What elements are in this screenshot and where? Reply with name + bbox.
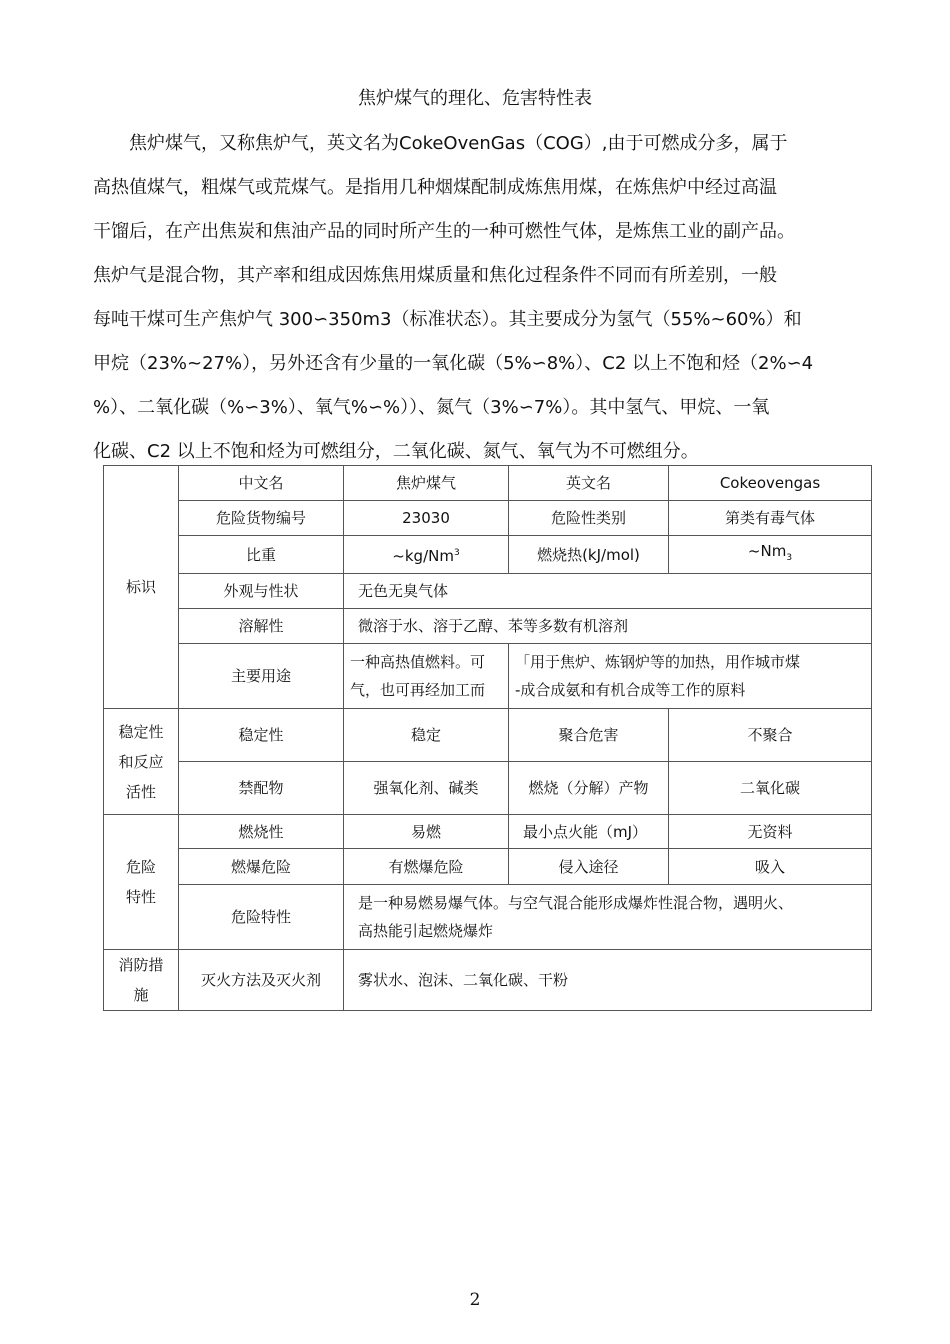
density-value: [344, 536, 509, 574]
table-row: [104, 466, 872, 501]
flammability-value: 易燃: [344, 815, 509, 849]
table-row: [104, 644, 872, 709]
fire-method-value: 雾状水、泡沫、二氧化碳、干粉: [344, 950, 872, 1011]
category-line: 危险: [125, 858, 156, 876]
intro-line: %）、二氧化碳（%∽3%）、氧气%∽%））、氮气（3%∽7%）。其中氢气、甲烷、一氧: [93, 397, 770, 418]
heat-subscript: 3: [786, 553, 793, 563]
density-text: ~kg/Nm: [392, 547, 454, 565]
appearance-value: 无色无臭气体: [344, 574, 872, 609]
en-name-value: Cokeovengas: [669, 466, 872, 501]
page-number: 2: [469, 1290, 481, 1310]
solubility-label: 溶解性: [179, 609, 344, 644]
category-line: 稳定性: [118, 722, 164, 741]
intro-paragraph: [93, 122, 883, 474]
use-label: 主要用途: [179, 644, 344, 709]
hazard-label: 危险特性: [179, 885, 344, 950]
hazard-line: 高热能引起燃烧爆炸: [358, 922, 494, 940]
category-identification: 标识: [104, 466, 179, 709]
route-label: 侵入途径: [509, 849, 669, 885]
use-value-part-b: [509, 644, 872, 709]
intro-line: 高热值煤气，粗煤气或荒煤气。是指用几种烟煤配制成炼焦用煤，在炼焦炉中经过高温: [93, 177, 777, 198]
category-stability: [104, 709, 179, 815]
flammability-label: 燃烧性: [179, 815, 344, 849]
table-row: [104, 815, 872, 849]
polymer-label: 聚合危害: [509, 709, 669, 762]
category-line: 消防措: [118, 956, 164, 974]
table-row: [104, 536, 872, 574]
solubility-value: 微溶于水、溶于乙醇、苯等多数有机溶剂: [344, 609, 872, 644]
table-row: [104, 501, 872, 536]
min-ignition-value: 无资料: [669, 815, 872, 849]
products-label: 燃烧（分解）产物: [509, 762, 669, 815]
hazard-class-label: 危险性类别: [509, 501, 669, 536]
intro-line: 焦炉气是混合物，其产率和组成因炼焦用煤质量和焦化过程条件不同而有所差别，一般: [93, 265, 777, 286]
use-line: -成合成氨和有机合成等工作的原料: [515, 681, 746, 699]
incompat-label: 禁配物: [179, 762, 344, 815]
category-hazard: [104, 815, 179, 950]
density-superscript: 3: [453, 548, 460, 558]
use-line: 一种高热值燃料。可: [350, 653, 486, 671]
route-value: 吸入: [669, 849, 872, 885]
category-line: 活性: [125, 782, 156, 801]
dg-no-label: 危险货物编号: [179, 501, 344, 536]
hazard-line: 是一种易燃易爆气体。与空气混合能形成爆炸性混合物，遇明火、: [358, 894, 794, 912]
use-line: 气，也可再经加工而: [350, 681, 486, 699]
category-fire: [104, 950, 179, 1011]
explosion-value: 有燃爆危险: [344, 849, 509, 885]
heat-value: [669, 536, 872, 574]
fire-method-label: 灭火方法及灭火剂: [179, 950, 344, 1011]
stability-label: 稳定性: [179, 709, 344, 762]
table-row: [104, 709, 872, 762]
use-line: 「用于焦炉、炼钢炉等的加热，用作城市煤: [515, 653, 801, 671]
table-row: [104, 885, 872, 950]
use-value-part-a: [344, 644, 509, 709]
table-row: [104, 574, 872, 609]
heat-text: ~Nm: [747, 542, 787, 560]
heat-label: 燃烧热(kJ/mol): [509, 536, 669, 574]
dg-no-value: 23030: [344, 501, 509, 536]
explosion-label: 燃爆危险: [179, 849, 344, 885]
table-row: [104, 849, 872, 885]
density-label: 比重: [179, 536, 344, 574]
min-ignition-label: 最小点火能（mJ）: [509, 815, 669, 849]
page-title: 焦炉煤气的理化、危害特性表: [358, 88, 592, 109]
table-row: [104, 950, 872, 1011]
cn-name-label: 中文名: [179, 466, 344, 501]
intro-line: 化碳、C2 以上不饱和烃为可燃组分，二氧化碳、氮气、氧气为不可燃组分。: [93, 441, 699, 462]
category-line: 施: [133, 986, 149, 1004]
hazard-class-value: 第类有毒气体: [669, 501, 872, 536]
category-line: 特性: [125, 888, 156, 906]
intro-line: 干馏后，在产出焦炭和焦油产品的同时所产生的一种可燃性气体，是炼焦工业的副产品。: [93, 221, 795, 242]
intro-line: 每吨干煤可生产焦炉气 300∽350m3（标准状态）。其主要成分为氢气（55%~60%）和: [93, 309, 802, 330]
table-row: [104, 762, 872, 815]
cn-name-value: 焦炉煤气: [344, 466, 509, 501]
intro-line: 甲烷（23%~27%），另外还含有少量的一氧化碳（5%∽8%）、C2 以上不饱和烃（2%∽4: [93, 353, 814, 374]
products-value: 二氧化碳: [669, 762, 872, 815]
hazard-properties-table: [103, 465, 872, 1011]
intro-line: 焦炉煤气，又称焦炉气，英文名为CokeOvenGas（COG）,由于可燃成分多，属于: [93, 133, 788, 154]
hazard-value: [344, 885, 872, 950]
en-name-label: 英文名: [509, 466, 669, 501]
category-line: 和反应: [118, 752, 164, 771]
polymer-value: 不聚合: [669, 709, 872, 762]
incompat-value: 强氧化剂、碱类: [344, 762, 509, 815]
appearance-label: 外观与性状: [179, 574, 344, 609]
stability-value: 稳定: [344, 709, 509, 762]
table-row: [104, 609, 872, 644]
